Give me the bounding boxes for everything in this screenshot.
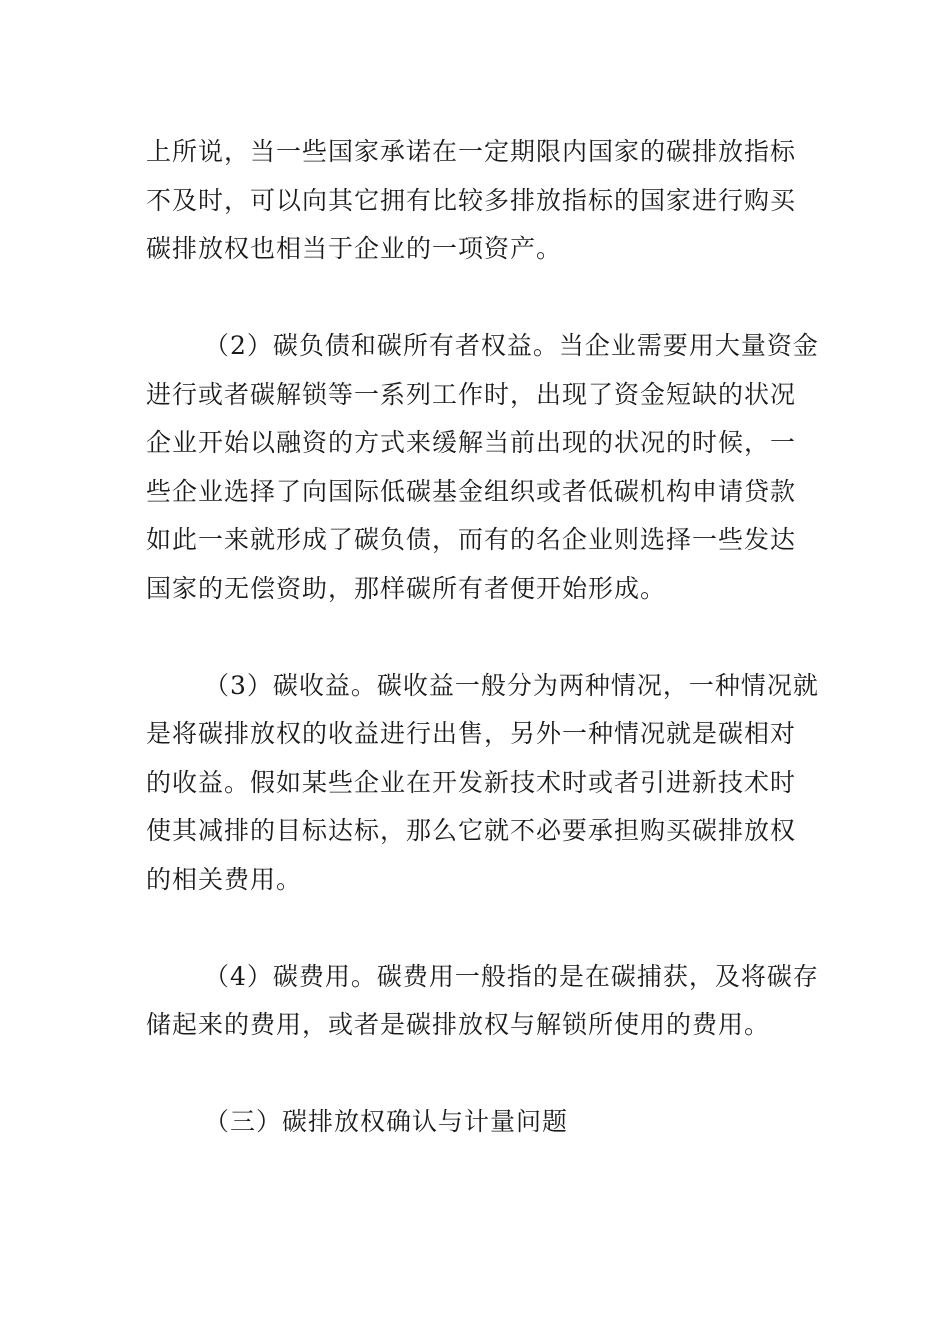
paragraph-2 xyxy=(146,322,819,613)
text-line: 的相关费用。 xyxy=(146,864,303,894)
document-body xyxy=(146,128,819,1147)
text-line: 些企业选择了向国际低碳基金组织或者低碳机构申请贷款 xyxy=(146,476,797,506)
paragraph-gap xyxy=(146,904,808,953)
text-line: 碳排放权也相当于企业的一项资产。 xyxy=(146,234,563,263)
text-line: 不及时，可以向其它拥有比较多排放指标的国家进行购买 xyxy=(146,185,797,215)
heading-text: （三）碳排放权确认与计量问题 xyxy=(204,1107,569,1136)
text-line: 进行或者碳解锁等一系列工作时，出现了资金短缺的状况 xyxy=(146,379,797,409)
paragraph-4 xyxy=(146,953,819,1050)
text-line: 使其减排的目标达标，那么它就不必要承担购买碳排放权 xyxy=(146,816,797,845)
text-line: （3）碳收益。碳收益一般分为两种情况，一种情况就 xyxy=(204,670,819,700)
paragraph-3 xyxy=(146,662,819,905)
text-line: 是将碳排放权的收益进行出售，另外一种情况就是碳相对 xyxy=(146,719,797,748)
text-line: （4）碳费用。碳费用一般指的是在碳捕获，及将碳存 xyxy=(204,961,819,991)
paragraph-gap xyxy=(146,613,808,662)
text-line: 上所说，当一些国家承诺在一定期限内国家的碳排放指标 xyxy=(146,137,797,166)
section-heading xyxy=(146,1098,808,1147)
text-line: （2）碳负债和碳所有者权益。当企业需要用大量资金 xyxy=(204,331,819,360)
paragraph-1 xyxy=(146,128,808,274)
paragraph-gap xyxy=(146,274,808,323)
text-line: 储起来的费用，或者是碳排放权与解锁所使用的费用。 xyxy=(146,1010,771,1039)
text-line: 如此一来就形成了碳负债，而有的名企业则选择一些发达 xyxy=(146,525,797,554)
paragraph-gap xyxy=(146,1050,808,1099)
text-line: 国家的无偿资助，那样碳所有者便开始形成。 xyxy=(146,573,667,603)
text-line: 的收益。假如某些企业在开发新技术时或者引进新技术时 xyxy=(146,767,797,797)
text-line: 企业开始以融资的方式来缓解当前出现的状况的时候，一 xyxy=(146,428,797,457)
